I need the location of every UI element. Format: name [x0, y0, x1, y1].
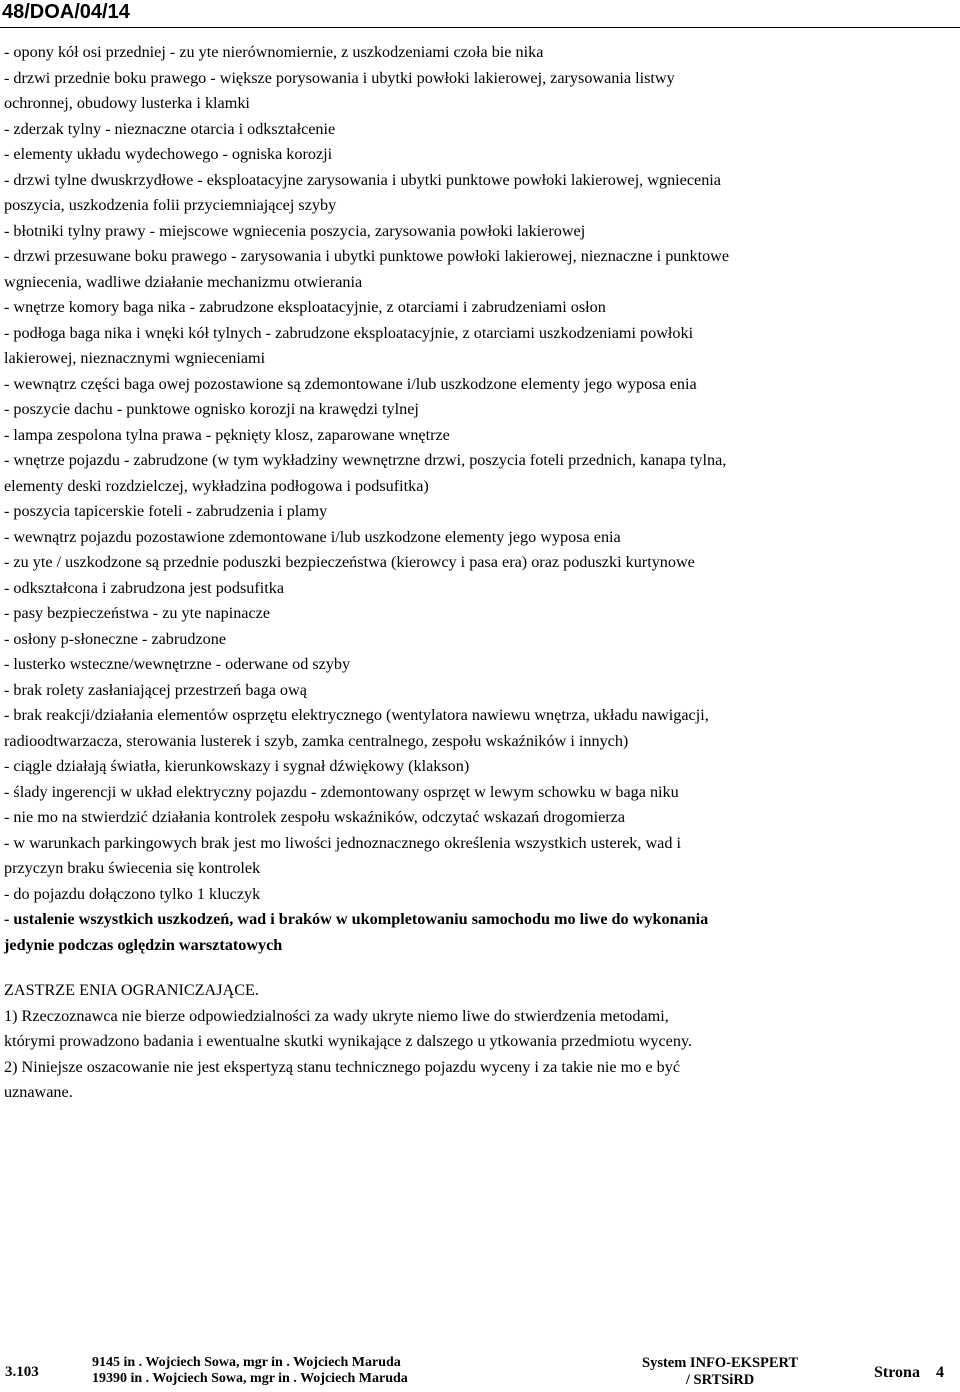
body-line: przyczyn braku świecenia się kontrolek: [4, 859, 261, 877]
body-line: - poszycie dachu - punktowe ognisko korozji na krawędzi tylnej: [4, 400, 419, 418]
reservation-line: uznawane.: [4, 1083, 73, 1101]
section-gap: [4, 958, 954, 978]
footer-system-org: / SRTSiRD: [685, 1372, 755, 1388]
body-line: - poszycia tapicerskie foteli - zabrudzenia i plamy: [4, 502, 328, 520]
body-line: - drzwi tylne dwuskrzydłowe - eksploatacyjne zarysowania i ubytki punktowe powłoki lakierowej, wgniecenia: [4, 170, 721, 189]
bold-summary-line: - ustalenie wszystkich uszkodzeń, wad i braków w ukompletowaniu samochodu mo liwe do wykonania: [4, 910, 709, 928]
body-line: - odkształcona i zabrudzona jest podsufitka: [4, 578, 285, 597]
footer-system-name: System INFO-EKSPERT: [642, 1355, 799, 1371]
reservations-section: [4, 978, 954, 1106]
document-body: [4, 40, 954, 1106]
footer-page-number: [874, 1364, 944, 1382]
page-header: [0, 0, 960, 28]
reservation-line: 2) Niniejsze oszacowanie nie jest ekspertyzą stanu technicznego pojazdu wyceny i za takie nie mo e być: [4, 1057, 681, 1076]
footer-page-id: 3.103: [5, 1364, 39, 1380]
reservations-heading: ZASTRZE ENIA OGRANICZAJĄCE.: [4, 981, 259, 999]
body-line: ochronnej, obudowy lusterka i klamki: [4, 94, 250, 112]
document-id: 48/DOA/04/14: [2, 1, 130, 23]
body-line: - wewnątrz części baga owej pozostawione są zdemontowane i/lub uszkodzone elementy jego wyposa enia: [4, 374, 697, 393]
reservation-line: 1) Rzeczoznawca nie bierze odpowiedzialności za wady ukryte niemo liwe do stwierdzenia metodami,: [4, 1006, 669, 1025]
footer-author-line: 19390 in . Wojciech Sowa, mgr in . Wojciech Maruda: [92, 1371, 408, 1386]
body-line: - opony kół osi przedniej - zu yte nierównomiernie, z uszkodzeniami czoła bie nika: [4, 43, 544, 61]
body-line: - wnętrze komory baga nika - zabrudzone eksploatacyjnie, z otarciami i zabrudzeniami osłon: [4, 298, 606, 316]
body-line: - w warunkach parkingowych brak jest mo liwości jednoznacznego określenia wszystkich usterek, wad i: [4, 833, 681, 852]
body-line: - nie mo na stwierdzić działania kontrolek zespołu wskaźników, odczytać wskazań drogomierza: [4, 808, 626, 826]
body-line: - elementy układu wydechowego - ogniska korozji: [4, 145, 333, 163]
body-line: poszycia, uszkodzenia folii przyciemniającej szyby: [4, 196, 337, 214]
footer-authors: [92, 1355, 408, 1387]
page-footer: [0, 1353, 960, 1392]
bold-summary-line: jedynie podczas oględzin warsztatowych: [4, 935, 283, 954]
body-line: - brak rolety zasłaniającej przestrzeń baga ową: [4, 680, 307, 699]
body-line: wgniecenia, wadliwe działanie mechanizmu otwierania: [4, 272, 363, 291]
body-line: - ciągle działają światła, kierunkowskazy i sygnał dźwiękowy (klakson): [4, 757, 470, 775]
body-line: - zderzak tylny - nieznaczne otarcia i odkształcenie: [4, 119, 336, 138]
body-line: - drzwi przednie boku prawego - większe porysowania i ubytki powłoki lakierowej, zarysowania listwy: [4, 68, 675, 87]
footer-author-line: 9145 in . Wojciech Sowa, mgr in . Wojciech Maruda: [92, 1355, 401, 1370]
body-line: - zu yte / uszkodzone są przednie poduszki bezpieczeństwa (kierowcy i pasa era) oraz poduszki kurtynowe: [4, 553, 695, 571]
footer-page-value: 4: [935, 1364, 944, 1381]
body-line: lakierowej, nieznacznymi wgnieceniami: [4, 349, 266, 367]
body-line: - osłony p-słoneczne - zabrudzone: [4, 629, 227, 648]
body-line: - podłoga baga nika i wnęki kół tylnych - zabrudzone eksploatacyjnie, z otarciami uszkodzeniami powłoki: [4, 323, 694, 342]
body-line: radioodtwarzacza, sterowania lusterek i szyb, zamka centralnego, zespołu wskaźników i innych): [4, 731, 629, 750]
body-line: elementy deski rozdzielczej, wykładzina podłogowa i podsufitka): [4, 476, 429, 495]
body-line: - do pojazdu dołączono tylko 1 kluczyk: [4, 884, 261, 903]
body-line: - brak reakcji/działania elementów osprzętu elektrycznego (wentylatora nawiewu wnętrza, układu nawigacji,: [4, 706, 709, 724]
body-line: - wewnątrz pojazdu pozostawione zdemontowane i/lub uszkodzone elementy jego wyposa enia: [4, 527, 621, 546]
reservation-line: którymi prowadzono badania i ewentualne skutki wynikające z dalszego u ytkowania przedmiotu wyceny.: [4, 1032, 693, 1050]
body-line: - błotniki tylny prawy - miejscowe wgniecenia poszycia, zarysowania powłoki lakierowej: [4, 221, 586, 240]
body-line: - lusterko wsteczne/wewnętrzne - oderwane od szyby: [4, 655, 351, 673]
body-line: - lampa zespolona tylna prawa - pęknięty klosz, zaparowane wnętrze: [4, 425, 450, 444]
body-line: - wnętrze pojazdu - zabrudzone (w tym wykładziny wewnętrzne drzwi, poszycia foteli przednich, kanapa tylna,: [4, 451, 727, 469]
body-line: - pasy bezpieczeństwa - zu yte napinacze: [4, 604, 271, 622]
body-line: - ślady ingerencji w układ elektryczny pojazdu - zdemontowany osprzęt w lewym schowku w baga niku: [4, 782, 679, 801]
body-line: - drzwi przesuwane boku prawego - zarysowania i ubytki punktowe powłoki lakierowej, nieznaczne i punktowe: [4, 247, 730, 265]
footer-page-label: Strona: [874, 1364, 920, 1381]
damage-list: [4, 40, 954, 958]
footer-system: [642, 1355, 798, 1389]
